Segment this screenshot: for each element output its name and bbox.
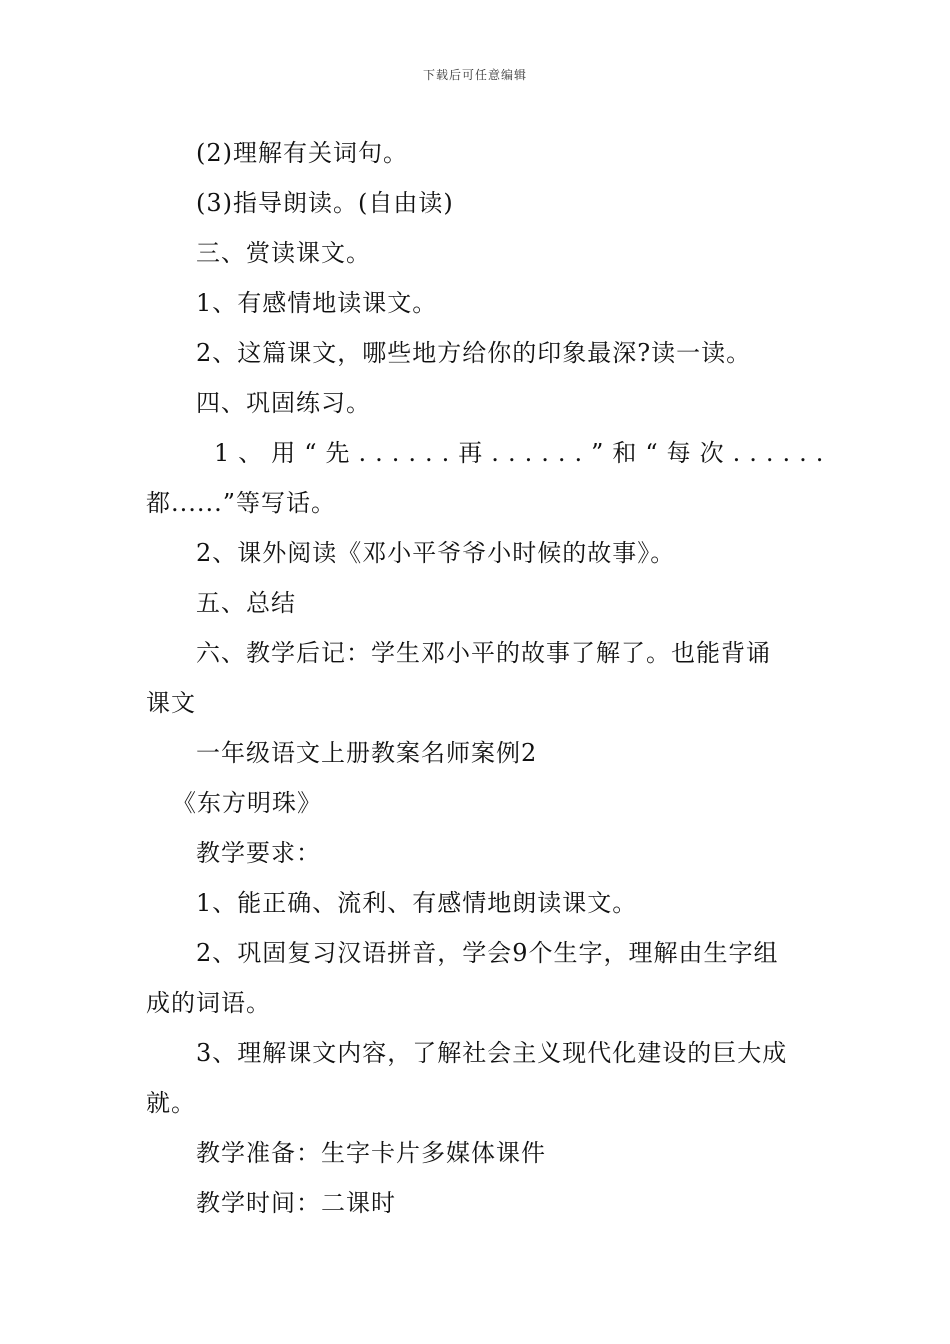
section-heading: 六、教学后记：学生邓小平的故事了解了。也能背诵	[196, 639, 771, 667]
paragraph-line: 2、这篇课文，哪些地方给你的印象最深?读一读。	[196, 339, 752, 367]
paragraph-line: 2、巩固复习汉语拼音，学会9个生字，理解由生字组	[196, 939, 779, 967]
lesson-title: 《东方明珠》	[172, 789, 322, 817]
document-body	[146, 128, 833, 1228]
section-heading: 三、赏读课文。	[196, 239, 371, 267]
paragraph-line: 2、课外阅读《邓小平爷爷小时候的故事》。	[196, 539, 676, 567]
paragraph-line: (2)理解有关词句。	[196, 139, 408, 167]
paragraph-line: 就。	[146, 1089, 196, 1117]
paragraph-line: 教学准备：生字卡片多媒体课件	[196, 1139, 546, 1167]
paragraph-line: 成的词语。	[146, 989, 271, 1017]
page-header: 下载后可任意编辑	[422, 68, 527, 82]
paragraph-line: 3、理解课文内容，了解社会主义现代化建设的巨大成	[196, 1039, 788, 1067]
paragraph-line: 1、用“先......再......”和“每次......	[214, 439, 833, 467]
paragraph-line: 教学时间：二课时	[196, 1189, 396, 1217]
paragraph-line: 都......”等写话。	[146, 489, 337, 517]
paragraph-line: (3)指导朗读。(自由读)	[196, 189, 454, 217]
paragraph-line: 1、有感情地读课文。	[196, 289, 438, 317]
section-heading: 五、总结	[196, 589, 296, 617]
paragraph-line: 课文	[146, 689, 196, 717]
section-heading: 四、巩固练习。	[196, 389, 371, 417]
section-heading: 教学要求：	[196, 839, 321, 867]
paragraph-line: 1、能正确、流利、有感情地朗读课文。	[196, 889, 638, 917]
document-subtitle: 一年级语文上册教案名师案例2	[196, 739, 538, 767]
